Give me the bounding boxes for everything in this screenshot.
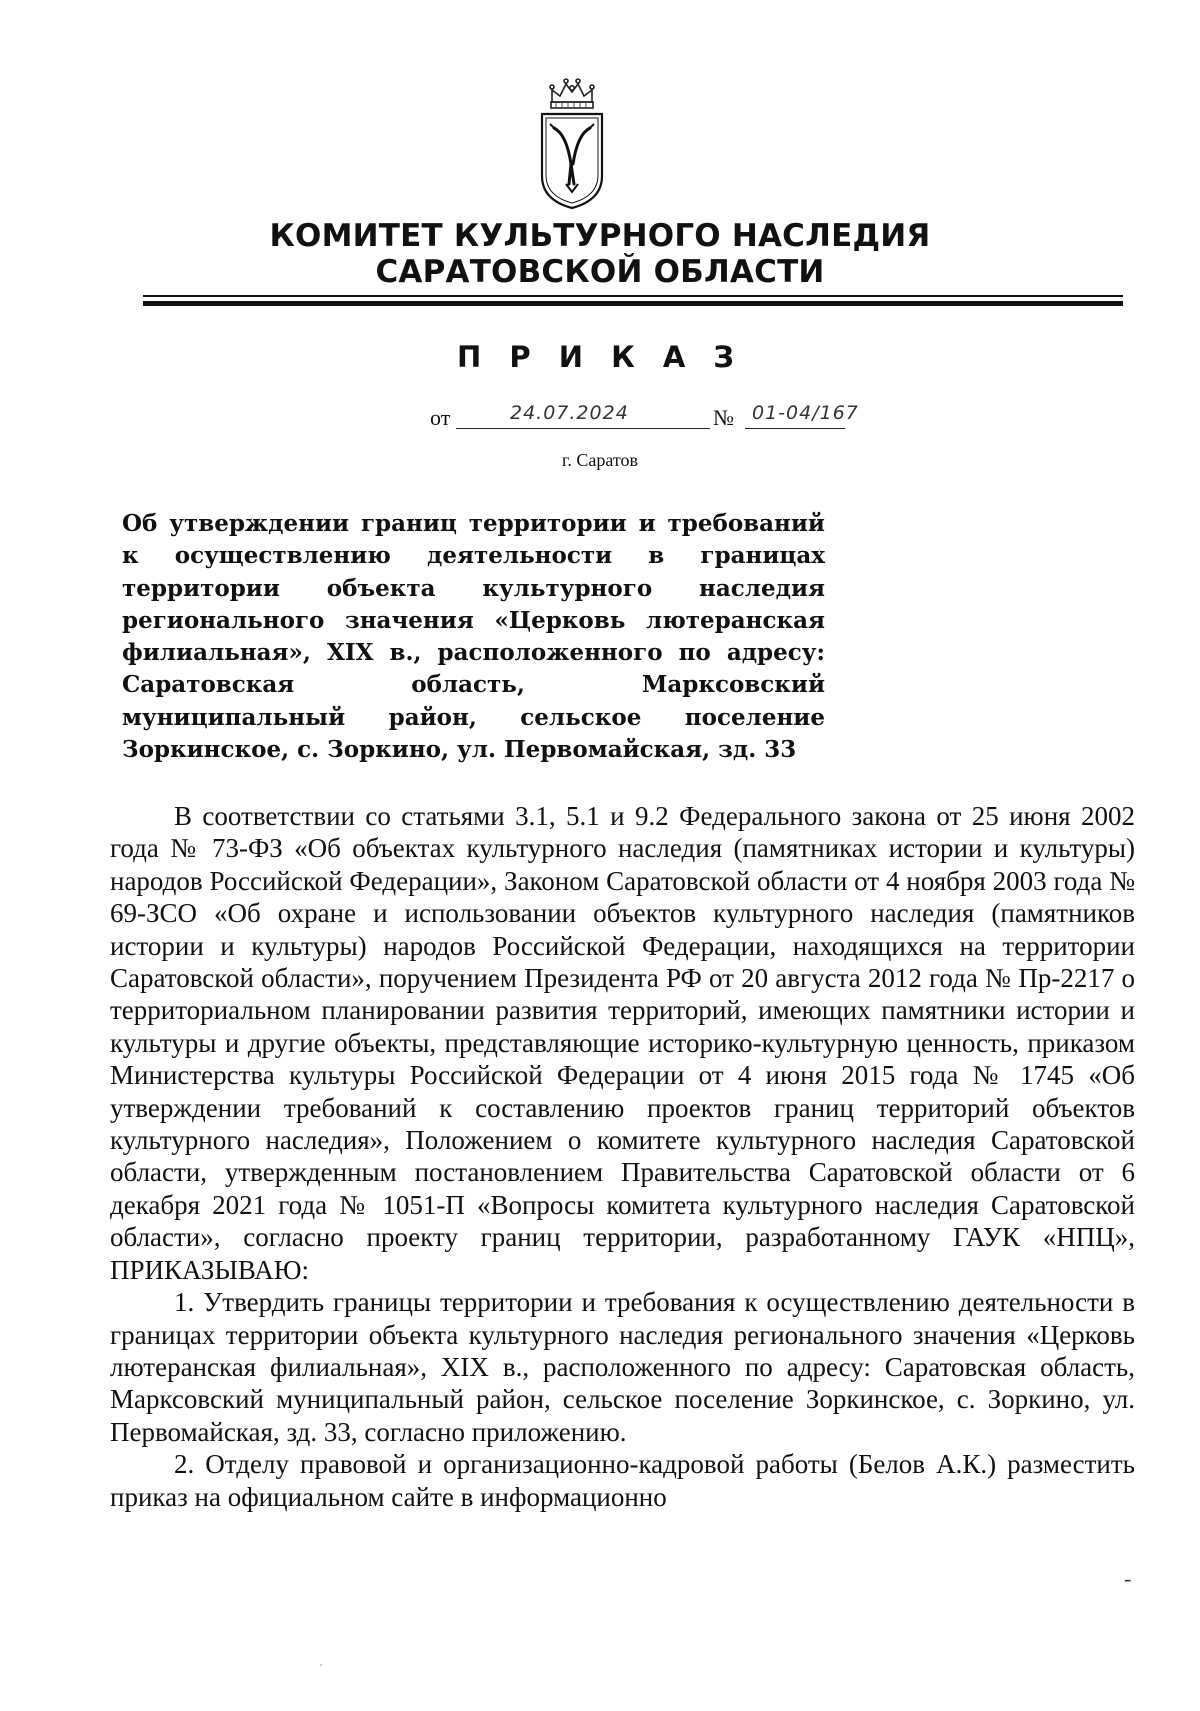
coat-of-arms-icon xyxy=(536,72,608,210)
number-label: № xyxy=(713,405,734,430)
document-type-title: П Р И К А З xyxy=(456,340,744,374)
order-item-1: 1. Утвердить границы территории и требования к осуществлению деятельности в границах территории объекта культурного наследия регионального значения «Церковь лютеранская филиальная», XIX в., расположенного по адресу: Саратовская область, Марксовский муниципальный район, сельское поселение Зоркинское, с. Зоркино, ул. Первомайская, зд. 33, согласно приложению. xyxy=(110,1287,1135,1447)
number-fill-line xyxy=(745,428,845,429)
date-fill-line xyxy=(456,428,710,429)
handwritten-date: 24.07.2024 xyxy=(510,402,629,424)
order-subject: Об утверждении границ территории и требований к осуществлению деятельности в границах территории объекта культурного наследия регионального значения «Церковь лютеранская филиальная», XIX в., расположенного по адресу: Саратовская область, Марксовский муниципальный район, сельское поселение Зоркинское, с. Зоркино, ул. Первомайская, зд. 33 xyxy=(122,510,825,764)
order-item-2: 2. Отделу правовой и организационно-кадровой работы (Белов А.К.) разместить приказ на официальном сайте в информационно xyxy=(110,1449,1135,1512)
order-body xyxy=(110,800,1135,1513)
organization-name-line1: КОМИТЕТ КУЛЬТУРНОГО НАСЛЕДИЯ xyxy=(269,218,931,254)
city-label: г. Саратов xyxy=(562,450,638,470)
handwritten-number: 01-04/167 xyxy=(752,402,859,424)
continuation-dash: - xyxy=(1124,1566,1132,1591)
organization-name-line2: САРАТОВСКОЙ ОБЛАСТИ xyxy=(375,254,825,290)
header-divider-thick xyxy=(143,301,1123,306)
date-number-row xyxy=(430,395,910,435)
scan-speck xyxy=(320,1664,322,1666)
date-label: от xyxy=(430,405,451,430)
header-divider-thin xyxy=(143,295,1123,297)
preamble-paragraph: В соответствии со статьями 3.1, 5.1 и 9.2 Федерального закона от 25 июня 2002 года № 73-ФЗ «Об объектах культурного наследия (памятниках истории и культуры) народов Российской Федерации», Законом Саратовской области от 4 ноября 2003 года № 69-ЗСО «Об охране и использовании объектов культурного наследия (памятников истории и культуры) народов Российской Федерации, находящихся на территории Саратовской области», поручением Президента РФ от 20 августа 2012 года № Пр-2217 о территориальном планировании развития территорий, имеющих памятники истории и культуры и другие объекты, представляющие историко-культурную ценность, приказом Министерства культуры Российской Федерации от 4 июня 2015 года № 1745 «Об утверждении требований к составлению проектов границ территорий объектов культурного наследия», Положением о комитете культурного наследия Саратовской области, утвержденным постановлением Правительства Саратовской области от 6 декабря 2021 года № 1051-П «Вопросы комитета культурного наследия Саратовской области», согласно проекту границ территории, разработанному ГАУК «НПЦ», ПРИКАЗЫВАЮ: xyxy=(110,801,1135,1285)
coat-of-arms-emblem xyxy=(536,72,608,210)
